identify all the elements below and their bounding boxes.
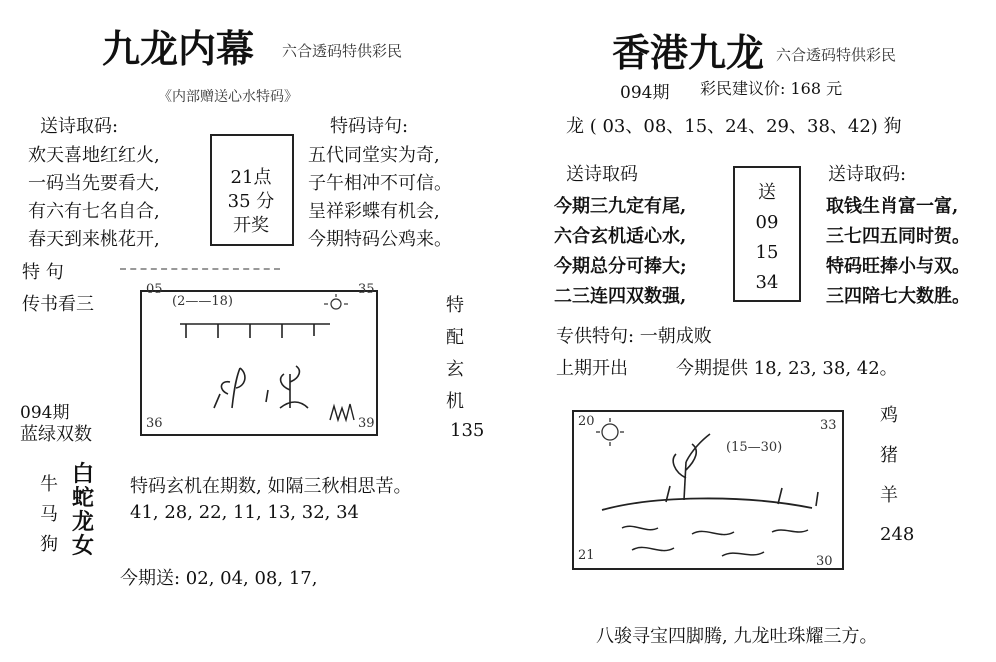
right-price: 彩民建议价: 168 元	[700, 79, 843, 98]
poem-line: 子午相冲不可信。	[308, 173, 452, 194]
sun-icon	[596, 418, 624, 446]
right-side-number: 248	[880, 524, 915, 545]
poem-line: 欢天喜地红红火,	[28, 145, 160, 166]
pic-num-top-left: 05	[146, 282, 163, 297]
left-poem-b	[308, 142, 452, 254]
pic-range: (15—30)	[726, 440, 783, 455]
pic-num-bottom-right: 39	[358, 416, 375, 431]
right-subtitle: 六合透码特供彩民	[776, 46, 897, 64]
poem-line: 今期总分可捧大;	[554, 256, 687, 277]
sun-icon	[324, 294, 348, 309]
right-poem-a-heading: 送诗取码	[566, 164, 638, 185]
divider	[120, 268, 280, 270]
left-issue-note: 蓝绿双数	[20, 424, 92, 445]
left-sketch	[140, 290, 378, 436]
water-icon	[622, 526, 808, 556]
zodiac-left: 牛 马 狗	[40, 474, 58, 555]
vertical-label: 特 配 玄 机	[446, 295, 464, 412]
left-subtitle: 六合透码特供彩民	[282, 42, 403, 60]
left-poem-a	[28, 142, 160, 254]
plant-icon	[666, 434, 818, 506]
plant-icon	[214, 366, 308, 408]
pic-num-bottom-right: 30	[816, 554, 833, 569]
pic-range: (2——18)	[172, 294, 233, 309]
poem-line: 呈祥彩蝶有机会,	[308, 201, 440, 222]
fence-icon	[180, 324, 330, 338]
zodiac-mid: 白 蛇 龙 女	[72, 461, 95, 559]
right-poem-b-heading: 送诗取码:	[828, 164, 907, 185]
left-issue: 094期	[20, 403, 70, 423]
pic-num-bottom-left: 21	[578, 548, 595, 563]
pic-num-top-right: 35	[358, 282, 375, 297]
left-numbers: 41, 28, 22, 11, 13, 32, 34	[130, 502, 359, 523]
right-footer: 八骏寻宝四脚腾, 九龙吐珠耀三方。	[596, 626, 878, 647]
poem-line: 六合玄机适心水,	[554, 226, 687, 247]
poem-line: 三四陪七大数胜。	[826, 286, 970, 307]
pic-num-top-left: 20	[578, 414, 595, 429]
left-side-number: 135	[450, 420, 485, 441]
left-clue: 特码玄机在期数, 如隔三秋相思苦。	[130, 476, 412, 497]
right-poem-a	[554, 192, 687, 312]
zodiac-vertical: 鸡 猪 羊	[880, 405, 898, 506]
left-poem-b-heading: 特码诗句:	[330, 116, 409, 137]
pic-num-bottom-left: 36	[146, 416, 163, 431]
left-gift: 今期送: 02, 04, 08, 17,	[120, 568, 318, 589]
last-issue-label: 上期开出	[556, 358, 628, 379]
gift-box-content: 送 09 15 34	[755, 182, 779, 293]
poem-line: 取钱生肖富一富,	[826, 196, 959, 217]
poem-line: 一码当先要看大,	[28, 173, 160, 194]
right-sketch	[572, 410, 844, 570]
poem-line: 二三连四双数强,	[554, 286, 687, 307]
left-tagline: 《内部赠送心水特码》	[158, 89, 298, 105]
poem-line: 春天到来桃花开,	[28, 229, 160, 250]
right-poem-b	[826, 192, 970, 312]
left-title: 九龙内幕	[102, 26, 255, 71]
special-verse-label: 特 句	[22, 262, 64, 283]
verse-text: 传书看三	[22, 294, 94, 315]
left-poem-a-heading: 送诗取码:	[40, 116, 119, 137]
poem-line: 三七四五同时贺。	[826, 226, 970, 247]
this-issue-numbers: 今期提供 18, 23, 38, 42。	[676, 358, 898, 379]
poem-line: 有六有七名自合,	[28, 201, 160, 222]
dragon-line: 龙 ( 03、08、15、24、29、38、42) 狗	[566, 116, 902, 137]
poem-line: 五代同堂实为奇,	[308, 145, 440, 166]
poem-line: 今期三九定有尾,	[554, 196, 687, 217]
right-special-verse: 专供特句: 一朝成败	[556, 326, 712, 347]
draw-time: 21点 35 分 开奖	[227, 167, 275, 236]
poem-line: 特码旺捧小与双。	[826, 256, 970, 277]
right-issue: 094期	[620, 83, 670, 103]
right-title: 香港九龙	[612, 30, 765, 75]
grass-icon	[330, 404, 354, 420]
poem-line: 今期特码公鸡来。	[308, 229, 452, 250]
pic-num-top-right: 33	[820, 418, 837, 433]
hill-icon	[602, 498, 812, 510]
